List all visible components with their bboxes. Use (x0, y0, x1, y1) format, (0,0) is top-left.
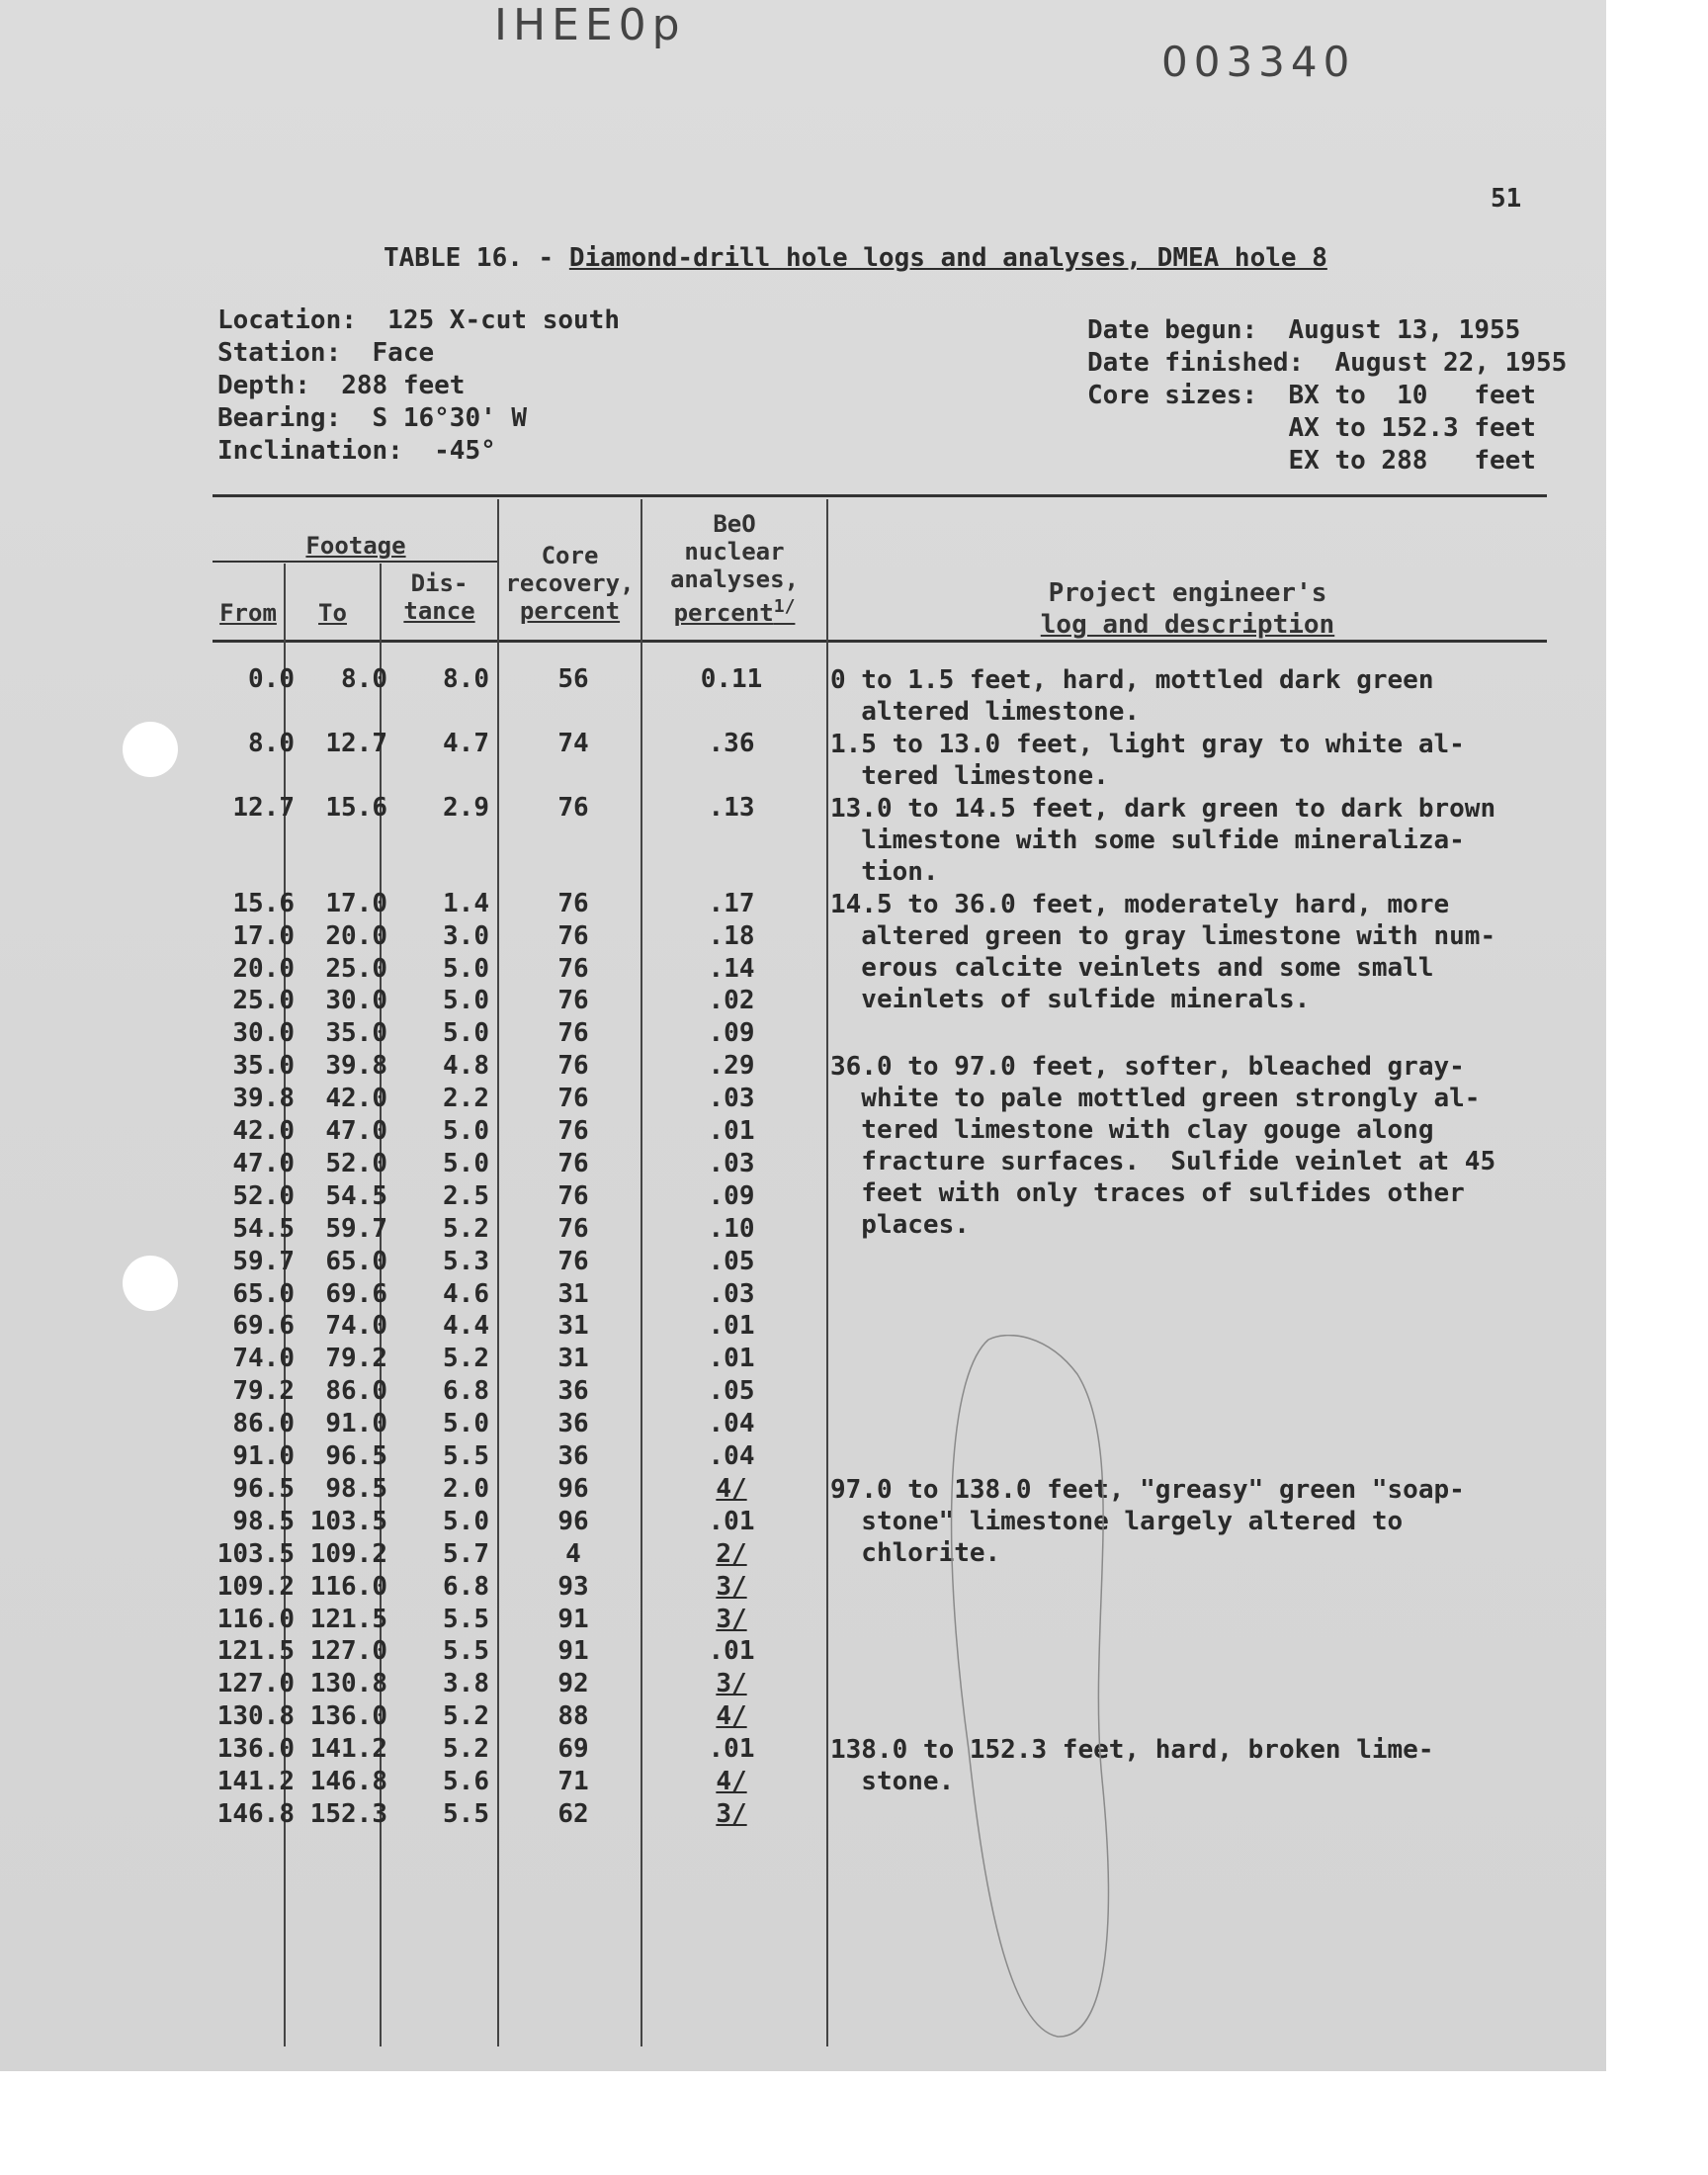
table-row (0, 887, 830, 920)
from-cell: 65.0 (232, 1278, 295, 1309)
table-row (0, 1797, 830, 1831)
distance-cell: 5.2 (443, 1344, 489, 1374)
to-cell: 130.8 (309, 1669, 387, 1699)
distance-cell: 4.4 (443, 1311, 489, 1342)
core-recovery-cell: 96 (557, 1473, 589, 1504)
from-cell: 141.2 (216, 1767, 295, 1796)
to-cell: 69.6 (325, 1278, 387, 1309)
from-cell: 52.0 (232, 1180, 295, 1211)
from-cell: 146.8 (216, 1798, 295, 1829)
to-cell: 121.5 (309, 1604, 387, 1634)
table-row (0, 1667, 830, 1700)
table-row (0, 1765, 830, 1798)
beo-cell: .18 (708, 920, 755, 951)
core-recovery-cell: 93 (557, 1571, 589, 1602)
description-line: altered limestone. (830, 697, 1141, 727)
table-row (0, 1407, 830, 1440)
core-recovery-cell: 36 (557, 1409, 589, 1439)
from-cell: 8.0 (248, 728, 295, 758)
distance-cell: 2.0 (443, 1473, 489, 1504)
core-recovery-cell: 88 (557, 1701, 589, 1732)
table-row (0, 952, 830, 986)
description-line: tered limestone. (830, 760, 1109, 791)
table-row (0, 1179, 830, 1213)
beo-cell: .02 (708, 986, 755, 1016)
core-header-line: recovery, (505, 569, 635, 597)
from-cell: 109.2 (216, 1571, 295, 1602)
beo-cell: .05 (708, 1246, 755, 1276)
hole-info-right (1087, 314, 1567, 478)
distance-cell: 5.0 (443, 1506, 489, 1536)
to-cell: 116.0 (309, 1571, 387, 1602)
description-line: veinlets of sulfide minerals. (830, 984, 1311, 1014)
footnote-ref: 1/ (773, 596, 796, 617)
to-cell: 74.0 (325, 1311, 387, 1342)
beo-header-line (642, 593, 826, 627)
core-recovery-cell: 91 (557, 1604, 589, 1634)
core-recovery-cell: 76 (557, 1246, 589, 1276)
to-cell: 15.6 (325, 792, 387, 823)
to-cell: 25.0 (325, 953, 387, 984)
to-cell: 52.0 (325, 1148, 387, 1178)
description-line: 36.0 to 97.0 feet, softer, bleached gray- (830, 1052, 1465, 1083)
core-recovery-cell: 76 (557, 920, 589, 951)
table-row (0, 1309, 830, 1343)
distance-cell: 6.8 (443, 1571, 489, 1602)
distance-cell: 4.6 (443, 1278, 489, 1309)
table-row (0, 1082, 830, 1115)
beo-cell: .04 (708, 1441, 755, 1471)
from-cell: 20.0 (232, 953, 295, 984)
from-cell: 39.8 (232, 1084, 295, 1114)
info-line: Date finished: August 22, 1955 (1087, 348, 1568, 378)
to-cell: 39.8 (325, 1051, 387, 1082)
from-cell: 103.5 (216, 1538, 295, 1569)
distance-cell: 5.5 (443, 1636, 489, 1667)
to-cell: 96.5 (325, 1441, 387, 1471)
info-line: Date begun: August 13, 1955 (1087, 315, 1521, 345)
from-cell: 25.0 (232, 986, 295, 1016)
from-cell: 42.0 (232, 1116, 295, 1146)
distance-cell: 5.2 (443, 1701, 489, 1732)
from-cell: 12.7 (232, 792, 295, 823)
beo-cell: .14 (708, 953, 755, 984)
table-row (0, 1277, 830, 1311)
beo-cell: .05 (708, 1376, 755, 1407)
core-recovery-cell: 76 (557, 1051, 589, 1082)
to-cell: 65.0 (325, 1246, 387, 1276)
description-line: altered green to gray limestone with num- (830, 920, 1496, 951)
description-line: tion. (830, 856, 939, 887)
beo-analyses-header (642, 510, 826, 627)
to-cell: 91.0 (325, 1409, 387, 1439)
to-cell: 59.7 (325, 1213, 387, 1244)
description-entry (830, 793, 1562, 888)
table-row (0, 1245, 830, 1278)
core-recovery-cell: 76 (557, 1180, 589, 1211)
description-line: stone. (830, 1767, 955, 1797)
table-row (0, 984, 830, 1017)
distance-cell: 2.9 (443, 792, 489, 823)
description-entry (830, 1051, 1562, 1241)
core-recovery-cell: 69 (557, 1734, 589, 1765)
core-recovery-cell: 76 (557, 953, 589, 984)
distance-cell: 5.5 (443, 1441, 489, 1471)
distance-cell: 5.0 (443, 1116, 489, 1146)
info-line: Inclination: -45° (217, 436, 496, 466)
info-line: Location: 125 X-cut south (217, 305, 620, 335)
distance-cell: 5.0 (443, 953, 489, 984)
beo-cell: 3/ (716, 1604, 747, 1634)
to-cell: 103.5 (309, 1506, 387, 1536)
beo-cell: 4/ (716, 1767, 747, 1796)
hole-info-left (217, 304, 620, 468)
beo-cell: .09 (708, 1180, 755, 1211)
description-line: 1.5 to 13.0 feet, light gray to white al- (830, 729, 1465, 759)
beo-cell: .03 (708, 1084, 755, 1114)
table-row (0, 1537, 830, 1571)
distance-cell: 4.8 (443, 1051, 489, 1082)
from-cell: 69.6 (232, 1311, 295, 1342)
to-cell: 141.2 (309, 1734, 387, 1765)
beo-cell: 4/ (716, 1473, 747, 1504)
table-row (0, 1699, 830, 1733)
to-cell: 35.0 (325, 1018, 387, 1049)
description-entry (830, 664, 1562, 728)
from-cell: 130.8 (216, 1701, 295, 1732)
beo-cell: 3/ (716, 1798, 747, 1829)
description-line: chlorite. (830, 1537, 1001, 1568)
beo-header-line: nuclear (684, 538, 785, 566)
from-header: From (219, 599, 277, 627)
distance-cell: 5.5 (443, 1604, 489, 1634)
distance-cell: 2.2 (443, 1084, 489, 1114)
distance-cell: 2.5 (443, 1180, 489, 1211)
table-title-main: Diamond-drill hole logs and analyses, DMEA hole 8 (568, 243, 1327, 273)
core-recovery-cell: 31 (557, 1311, 589, 1342)
distance-header-line: tance (403, 597, 475, 625)
distance-cell: 5.0 (443, 1409, 489, 1439)
description-line: 13.0 to 14.5 feet, dark green to dark brown (830, 793, 1496, 824)
core-header-line: percent (519, 597, 621, 625)
core-header-line: Core (541, 542, 599, 569)
distance-header (382, 569, 497, 625)
from-cell: 35.0 (232, 1051, 295, 1082)
pencil-mark (929, 1335, 1147, 2046)
table-row (0, 1732, 830, 1766)
core-recovery-cell: 4 (565, 1538, 581, 1569)
handwritten-note: IHEE0p (494, 0, 686, 50)
core-recovery-cell: 74 (557, 728, 589, 758)
core-recovery-cell: 62 (557, 1798, 589, 1829)
beo-cell: .13 (708, 792, 755, 823)
footage-rule (213, 561, 499, 563)
description-line: fracture surfaces. Sulfide veinlet at 45 (830, 1147, 1496, 1177)
log-header-line: log and description (1040, 610, 1335, 640)
description-line: white to pale mottled green strongly al- (830, 1084, 1481, 1114)
beo-cell: .01 (708, 1311, 755, 1342)
core-recovery-cell: 76 (557, 1213, 589, 1244)
core-recovery-cell: 31 (557, 1278, 589, 1309)
core-recovery-cell: 76 (557, 792, 589, 823)
from-cell: 127.0 (216, 1669, 295, 1699)
beo-cell: .01 (708, 1116, 755, 1146)
distance-cell: 4.7 (443, 728, 489, 758)
distance-cell: 5.2 (443, 1213, 489, 1244)
beo-header-line: BeO (713, 510, 756, 538)
table-title-prefix: TABLE 16. - (384, 243, 569, 273)
table-row (0, 727, 830, 760)
to-cell: 12.7 (325, 728, 387, 758)
distance-cell: 5.5 (443, 1798, 489, 1829)
core-recovery-cell: 91 (557, 1636, 589, 1667)
beo-cell: .10 (708, 1213, 755, 1244)
core-recovery-cell: 76 (557, 1018, 589, 1049)
to-cell: 30.0 (325, 986, 387, 1016)
to-cell: 86.0 (325, 1376, 387, 1407)
distance-cell: 5.0 (443, 1018, 489, 1049)
from-cell: 96.5 (232, 1473, 295, 1504)
beo-cell: .09 (708, 1018, 755, 1049)
to-header: To (318, 599, 347, 627)
table-row (0, 1049, 830, 1083)
table-row (0, 1439, 830, 1473)
description-line: tered limestone with clay gouge along (830, 1115, 1434, 1146)
to-cell: 109.2 (309, 1538, 387, 1569)
core-recovery-cell: 76 (557, 1148, 589, 1178)
description-line: feet with only traces of sulfides other (830, 1178, 1465, 1209)
to-cell: 98.5 (325, 1473, 387, 1504)
from-cell: 59.7 (232, 1246, 295, 1276)
table-row (0, 1472, 830, 1506)
description-line: 97.0 to 138.0 feet, "greasy" green "soap- (830, 1474, 1465, 1505)
description-entry (830, 729, 1562, 792)
page-number: 51 (1491, 184, 1522, 214)
document-number: 003340 (1161, 38, 1356, 86)
beo-cell: 3/ (716, 1571, 747, 1602)
core-recovery-cell: 92 (557, 1669, 589, 1699)
from-cell: 47.0 (232, 1148, 295, 1178)
table-row (0, 1603, 830, 1636)
beo-cell: .01 (708, 1506, 755, 1536)
from-cell: 98.5 (232, 1506, 295, 1536)
table-row (0, 791, 830, 825)
to-cell: 17.0 (325, 888, 387, 918)
beo-cell: .17 (708, 888, 755, 918)
description-line: limestone with some sulfide mineraliza- (830, 825, 1465, 855)
core-recovery-header (499, 542, 640, 625)
from-cell: 54.5 (232, 1213, 295, 1244)
beo-cell: 4/ (716, 1701, 747, 1732)
beo-cell: .01 (708, 1636, 755, 1667)
info-line: Station: Face (217, 338, 435, 368)
table-row (0, 1634, 830, 1668)
to-cell: 42.0 (325, 1084, 387, 1114)
beo-cell: 3/ (716, 1669, 747, 1699)
distance-cell: 5.3 (443, 1246, 489, 1276)
distance-cell: 3.0 (443, 920, 489, 951)
beo-header-line: analyses, (669, 566, 800, 593)
table-row (0, 1342, 830, 1375)
beo-cell: .01 (708, 1344, 755, 1374)
distance-cell: 8.0 (443, 664, 489, 694)
core-recovery-cell: 76 (557, 1084, 589, 1114)
info-line: EX to 288 feet (1087, 446, 1536, 476)
footage-header: Footage (305, 532, 406, 560)
table-row (0, 662, 830, 696)
to-cell: 152.3 (309, 1798, 387, 1829)
description-line: stone" limestone largely altered to (830, 1506, 1404, 1536)
table-row (0, 1016, 830, 1050)
core-recovery-cell: 76 (557, 1116, 589, 1146)
from-cell: 136.0 (216, 1734, 295, 1765)
from-cell: 91.0 (232, 1441, 295, 1471)
from-cell: 30.0 (232, 1018, 295, 1049)
beo-cell: .29 (708, 1051, 755, 1082)
from-cell: 86.0 (232, 1409, 295, 1439)
description-line: 14.5 to 36.0 feet, moderately hard, more (830, 889, 1450, 919)
table-row (0, 1505, 830, 1538)
to-cell: 54.5 (325, 1180, 387, 1211)
core-recovery-cell: 31 (557, 1344, 589, 1374)
beo-cell: 0.11 (700, 664, 763, 694)
distance-cell: 5.6 (443, 1767, 489, 1796)
table-top-rule (213, 494, 1547, 497)
distance-cell: 1.4 (443, 888, 489, 918)
description-line: places. (830, 1210, 970, 1241)
beo-cell: 2/ (716, 1538, 747, 1569)
core-recovery-cell: 36 (557, 1376, 589, 1407)
distance-cell: 5.0 (443, 1148, 489, 1178)
core-recovery-cell: 36 (557, 1441, 589, 1471)
table-row (0, 1212, 830, 1246)
info-line: Depth: 288 feet (217, 371, 466, 400)
distance-header-line: Dis- (410, 569, 469, 597)
beo-header-percent: percent (673, 599, 774, 627)
from-cell: 121.5 (216, 1636, 295, 1667)
description-entry (830, 889, 1562, 1015)
beo-cell: .01 (708, 1734, 755, 1765)
distance-cell: 5.2 (443, 1734, 489, 1765)
table-title (384, 243, 1327, 273)
log-description-header (828, 577, 1547, 641)
distance-cell: 3.8 (443, 1669, 489, 1699)
table-row (0, 1114, 830, 1148)
table-row (0, 1147, 830, 1180)
beo-cell: .03 (708, 1148, 755, 1178)
beo-cell: .36 (708, 728, 755, 758)
core-recovery-cell: 76 (557, 986, 589, 1016)
core-recovery-cell: 56 (557, 664, 589, 694)
distance-cell: 6.8 (443, 1376, 489, 1407)
from-cell: 0.0 (248, 664, 295, 694)
to-cell: 136.0 (309, 1701, 387, 1732)
to-cell: 127.0 (309, 1636, 387, 1667)
to-cell: 79.2 (325, 1344, 387, 1374)
core-recovery-cell: 96 (557, 1506, 589, 1536)
table-row (0, 1374, 830, 1408)
info-line: Bearing: S 16°30' W (217, 403, 528, 433)
core-recovery-cell: 76 (557, 888, 589, 918)
info-line: AX to 152.3 feet (1087, 413, 1536, 443)
from-cell: 17.0 (232, 920, 295, 951)
from-cell: 15.6 (232, 888, 295, 918)
to-cell: 146.8 (309, 1767, 387, 1796)
beo-cell: .04 (708, 1409, 755, 1439)
log-header-line: Project engineer's (1048, 578, 1327, 608)
to-cell: 20.0 (325, 920, 387, 951)
from-cell: 74.0 (232, 1344, 295, 1374)
from-cell: 116.0 (216, 1604, 295, 1634)
description-line: 0 to 1.5 feet, hard, mottled dark green (830, 665, 1434, 695)
to-cell: 47.0 (325, 1116, 387, 1146)
table-row (0, 1570, 830, 1604)
description-line: erous calcite veinlets and some small (830, 952, 1434, 983)
core-recovery-cell: 71 (557, 1767, 589, 1796)
info-line: Core sizes: BX to 10 feet (1087, 381, 1536, 410)
from-cell: 79.2 (232, 1376, 295, 1407)
distance-cell: 5.0 (443, 986, 489, 1016)
to-cell: 8.0 (341, 664, 387, 694)
table-row (0, 919, 830, 953)
distance-cell: 5.7 (443, 1538, 489, 1569)
description-line: 138.0 to 152.3 feet, hard, broken lime- (830, 1735, 1434, 1766)
beo-cell: .03 (708, 1278, 755, 1309)
